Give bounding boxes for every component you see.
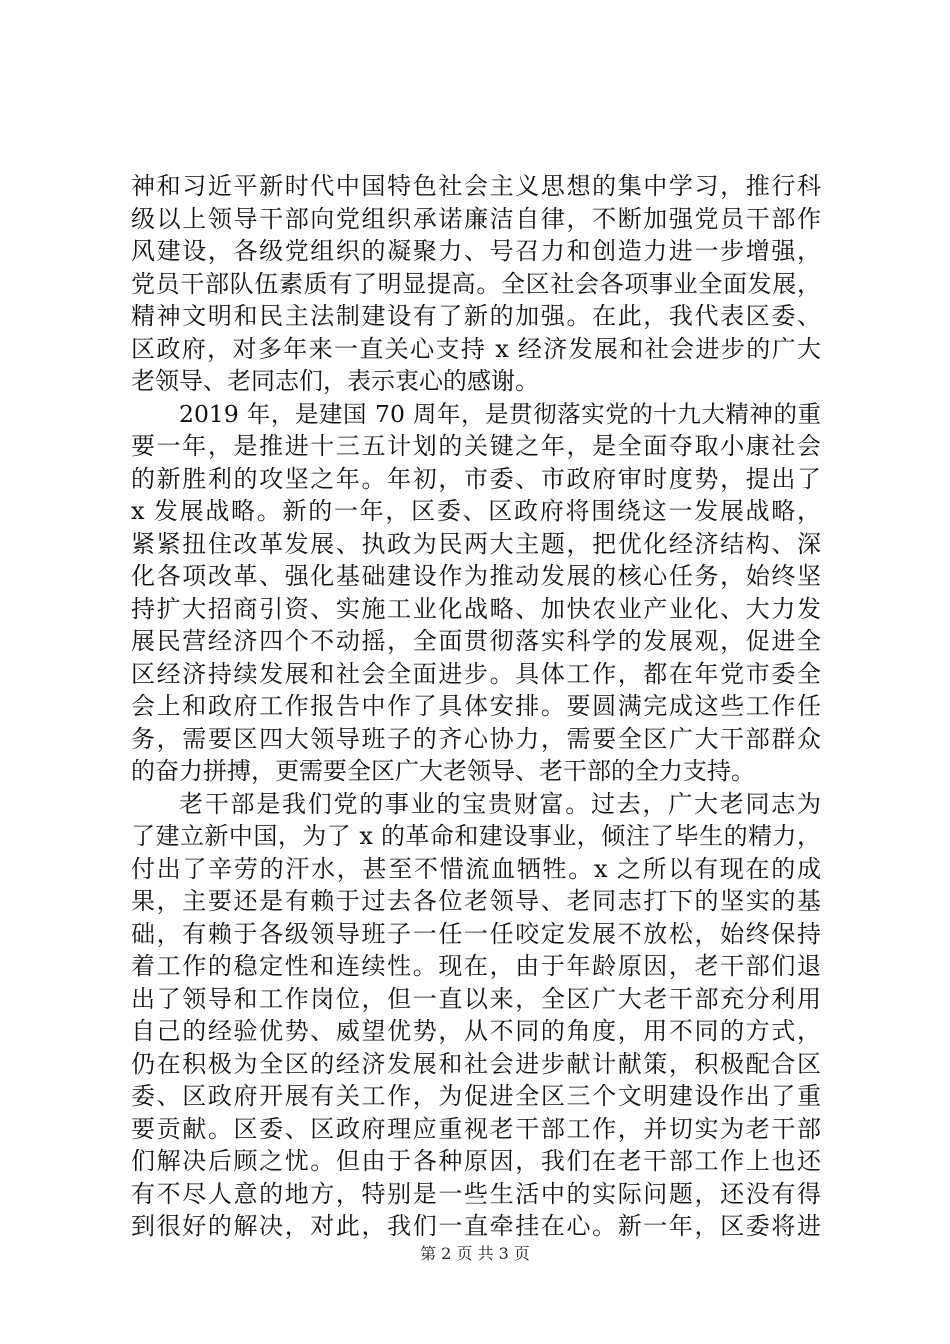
text-line: 务，需要区四大领导班子的齐心协力，需要全区广大干部群众: [131, 724, 821, 753]
text-line: 着工作的稳定性和连续性。现在，由于年龄原因，老干部们退: [131, 952, 821, 980]
text-line: 的奋力拼搏，更需要全区广大老领导、老干部的全力支持。: [131, 757, 755, 785]
text-line: 仍在积极为全区的经济发展和社会进步献计献策，积极配合区: [131, 1049, 821, 1078]
text-line: 区经济持续发展和社会全面进步。具体工作，都在年党市委全: [131, 659, 821, 688]
text-line: 自己的经验优势、威望优势，从不同的角度，用不同的方式，: [131, 1017, 821, 1045]
text-line: 风建设，各级党组织的凝聚力、号召力和创造力进一步增强，: [131, 237, 821, 265]
text-line: 付出了辛劳的汗水，甚至不惜流血牺牲。x 之所以有现在的成: [131, 854, 821, 883]
text-line: 级以上领导干部向党组织承诺廉洁自律，不断加强党员干部作: [131, 204, 821, 233]
text-line: 2019 年，是建国 70 周年，是贯彻落实党的十九大精神的重: [179, 399, 821, 428]
text-line: 到很好的解决，对此，我们一直牵挂在心。新一年，区委将进: [131, 1212, 821, 1240]
text-line: 紧紧扭住改革发展、执政为民两大主题，把优化经济结构、深: [131, 529, 821, 558]
text-line: 果，主要还是有赖于过去各位老领导、老同志打下的坚实的基: [131, 887, 821, 915]
text-line: 精神文明和民主法制建设有了新的加强。在此，我代表区委、: [131, 302, 821, 330]
text-line: 老干部是我们党的事业的宝贵财富。过去，广大老同志为: [179, 789, 821, 818]
page-footer: 第 2 页 共 3 页: [420, 1244, 530, 1263]
text-line: 要贡献。区委、区政府理应重视老干部工作，并切实为老干部: [131, 1114, 821, 1143]
text-line: 区政府，对多年来一直关心支持 x 经济发展和社会进步的广大: [131, 334, 821, 363]
text-line: 的新胜利的攻坚之年。年初，市委、市政府审时度势，提出了: [131, 464, 821, 493]
text-line: 党员干部队伍素质有了明显提高。全区社会各项事业全面发展，: [131, 269, 821, 298]
text-line: 神和习近平新时代中国特色社会主义思想的集中学习，推行科: [131, 172, 821, 200]
text-line: 展民营经济四个不动摇，全面贯彻落实科学的发展观，促进全: [131, 627, 821, 655]
text-line: 础，有赖于各级领导班子一任一任咬定发展不放松，始终保持: [131, 919, 821, 948]
text-line: 们解决后顾之忧。但由于各种原因，我们在老干部工作上也还: [131, 1147, 821, 1175]
text-line: 会上和政府工作报告中作了具体安排。要圆满完成这些工作任: [131, 692, 821, 720]
body-text: [131, 170, 821, 1243]
text-line: 出了领导和工作岗位，但一直以来，全区广大老干部充分利用: [131, 984, 821, 1013]
text-line: 有不尽人意的地方，特别是一些生活中的实际问题，还没有得: [131, 1179, 821, 1208]
text-line: x 发展战略。新的一年，区委、区政府将围绕这一发展战略，: [131, 497, 821, 525]
text-line: 要一年，是推进十三五计划的关键之年，是全面夺取小康社会: [131, 432, 821, 460]
text-line: 老领导、老同志们，表示衷心的感谢。: [131, 367, 539, 395]
text-line: 委、区政府开展有关工作，为促进全区三个文明建设作出了重: [131, 1082, 821, 1110]
text-line: 化各项改革、强化基础建设作为推动发展的核心任务，始终坚: [131, 562, 821, 590]
text-line: 了建立新中国，为了 x 的革命和建设事业，倾注了毕生的精力，: [131, 822, 821, 850]
text-line: 持扩大招商引资、实施工业化战略、加快农业产业化、大力发: [131, 594, 821, 623]
